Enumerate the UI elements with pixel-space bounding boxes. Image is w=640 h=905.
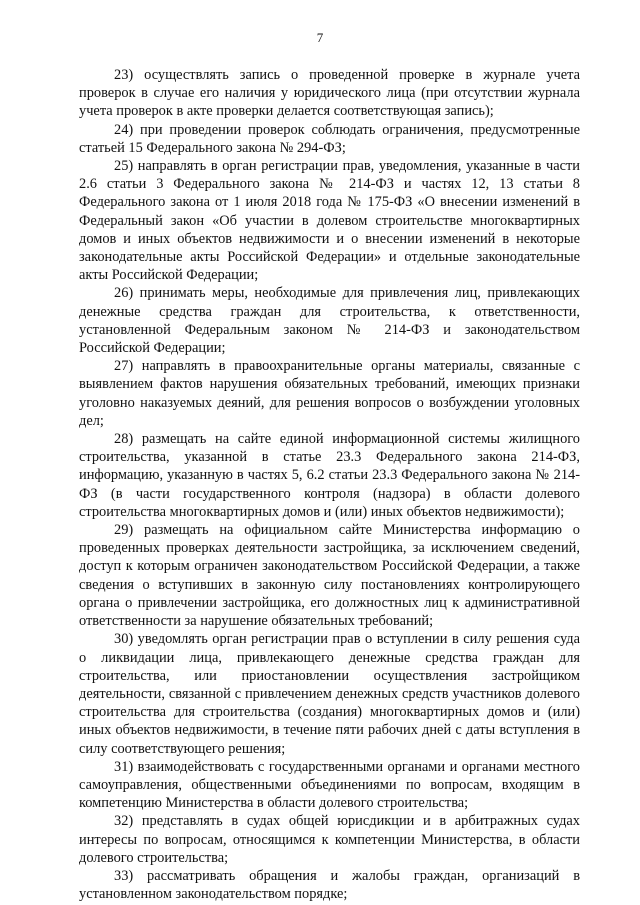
paragraph-33: 33) рассматривать обращения и жалобы граждан, организаций в установленном законодательством порядке;: [79, 867, 580, 903]
paragraph-26: 26) принимать меры, необходимые для привлечения лиц, привлекающих денежные средства граждан для строительства, к ответственности, установленной Федеральным законом № 214-ФЗ и законодательством Российской Федерации;: [79, 285, 580, 357]
paragraph-27: 27) направлять в правоохранительные органы материалы, связанные с выявлением фактов нарушения обязательных требований, имеющих признаки уголовно наказуемых деяний, для решения вопросов о возбуждении уголовных дел;: [79, 358, 580, 429]
page-number: 7: [316, 30, 324, 45]
paragraph-32: 32) представлять в судах общей юрисдикции и в арбитражных судах интересы по вопросам, относящимся к компетенции Министерства, в области долевого строительства;: [79, 813, 580, 866]
paragraph-25: 25) направлять в орган регистрации прав, уведомления, указанные в части 2.6 статьи 3 Федерального закона № 214-ФЗ и частях 12, 13 статьи 8 Федерального закона от 1 июля 2018 года № 175-ФЗ «О внесении изменений в Федеральный закон «Об участии в долевом строительстве многоквартирных домов и иных объектов недвижимости и о внесении изменений в некоторые законодательные акты Российской Федерации» и отдельные законодательные акты Российской Федерации;: [79, 158, 580, 284]
paragraph-24: 24) при проведении проверок соблюдать ограничения, предусмотренные статьей 15 Федерального закона № 294-ФЗ;: [79, 121, 580, 156]
paragraph-28: 28) размещать на сайте единой информационной системы жилищного строительства, указанной в статье 23.3 Федерального закона 214-ФЗ, информацию, указанную в частях 5, 6.2 статьи 23.3 Федерального закона № 214-ФЗ (в части государственного контроля (надзора) в области долевого строительства многоквартирных домов и (или) иных объектов недвижимости);: [79, 431, 580, 520]
paragraph-29: 29) размещать на официальном сайте Министерства информацию о проведенных проверках деятельности застройщика, за исключением сведений, доступ к которым ограничен законодательством Российской Федерации, а также сведения о вступивших в законную силу постановлениях контролирующего органа о привлечении застройщика, его должностных лиц к административной ответственности за нарушение обязательных требований;: [79, 522, 580, 630]
paragraph-31: 31) взаимодействовать с государственными органами и органами местного самоуправления, общественными объединениями по вопросам, входящим в компетенцию Министерства в области долевого строительства;: [79, 758, 580, 812]
paragraph-23: 23) осуществлять запись о проведенной проверке в журнале учета проверок в случае его наличия у юридического лица (при отсутствии журнала учета проверок в акте проверки делается соответствующая запись);: [79, 67, 580, 120]
paragraph-30: 30) уведомлять орган регистрации прав о вступлении в силу решения суда о ликвидации лица, привлекающего денежные средства граждан для строительства, или приостановлении осуществления застройщиком деятельности, связанной с привлечением денежных средств участников долевого строительства для строительства (создания) многоквартирных домов и (или) иных объектов недвижимости, в течение пяти рабочих дней с даты вступления в силу соответствующего решения;: [79, 631, 580, 757]
document-body: [79, 66, 580, 903]
